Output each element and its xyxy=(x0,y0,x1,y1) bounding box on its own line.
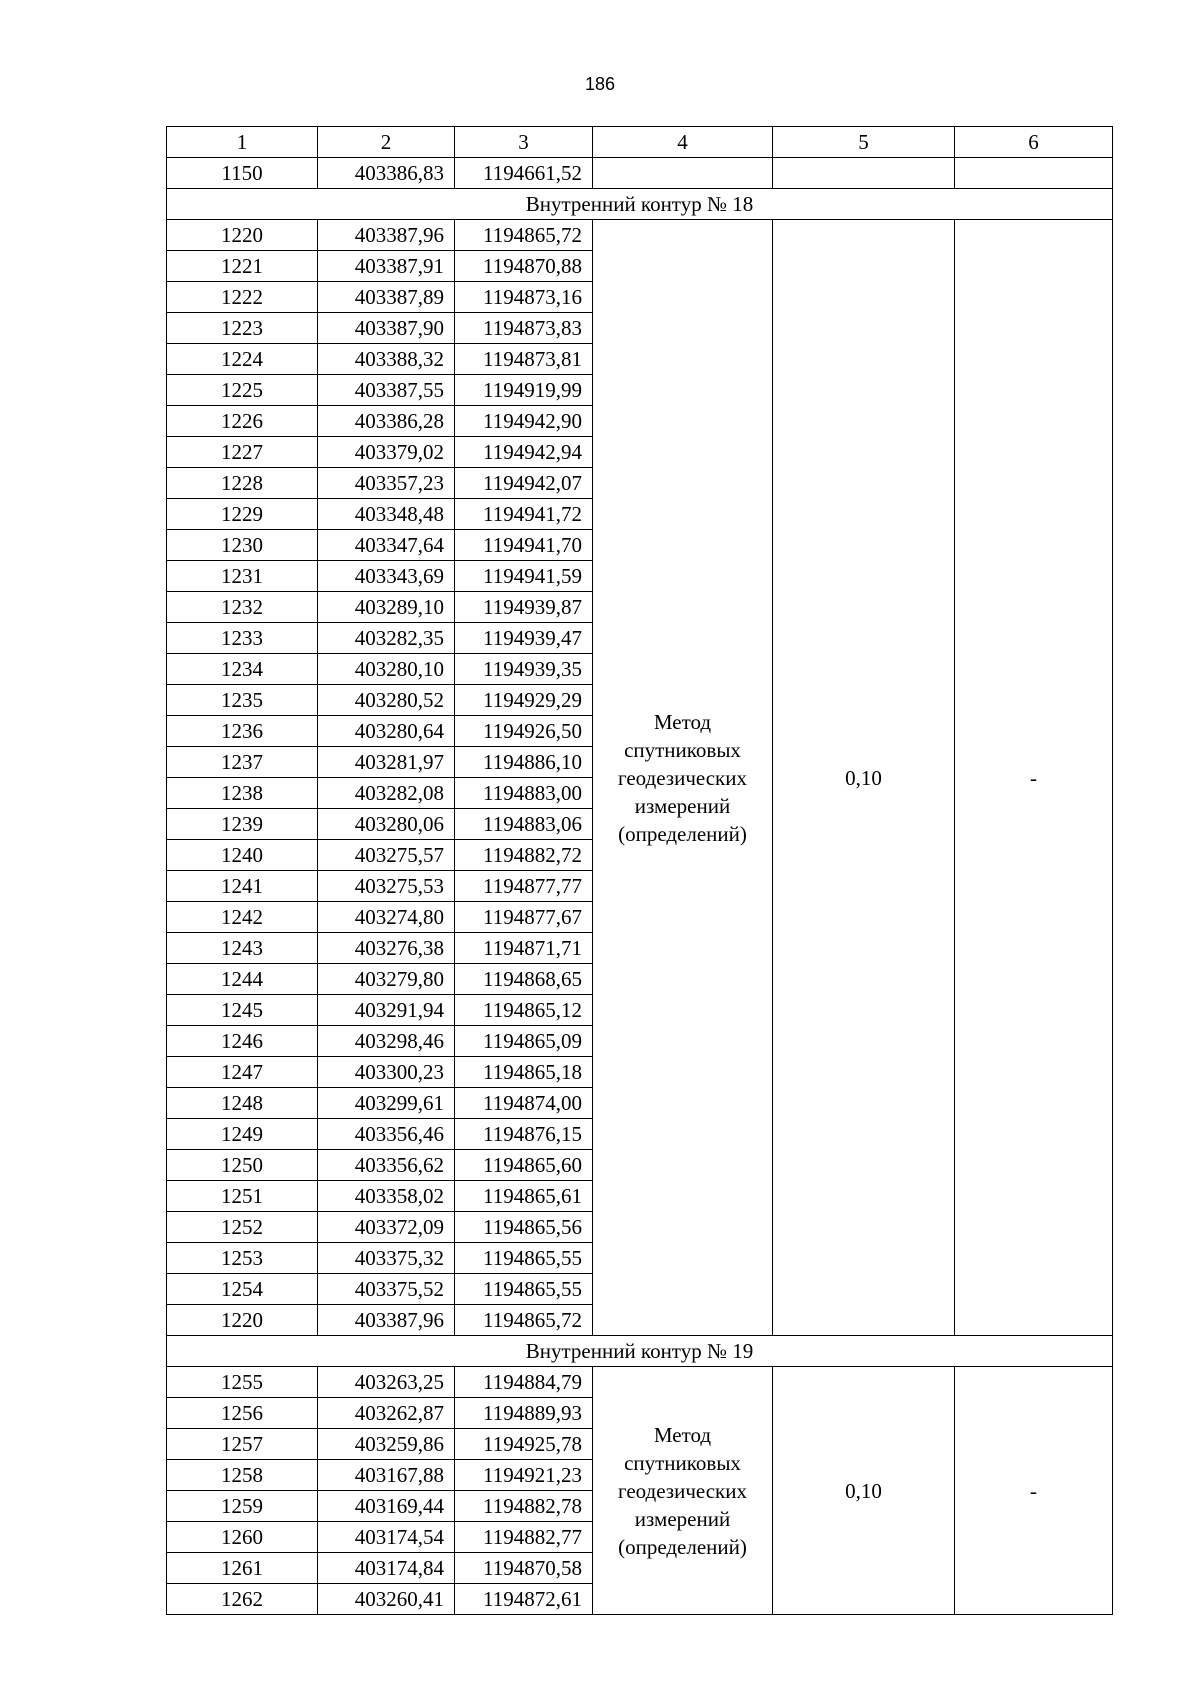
point-number: 1243 xyxy=(167,933,318,964)
coordinate-y: 1194886,10 xyxy=(455,747,593,778)
coordinate-y: 1194939,47 xyxy=(455,623,593,654)
coordinate-x: 403343,69 xyxy=(318,561,455,592)
coordinate-x: 403280,52 xyxy=(318,685,455,716)
point-number: 1220 xyxy=(167,220,318,251)
header-cell-4: 4 xyxy=(593,127,773,158)
coordinate-y: 1194882,77 xyxy=(455,1522,593,1553)
coordinate-y: 1194870,88 xyxy=(455,251,593,282)
point-number: 1231 xyxy=(167,561,318,592)
point-number: 1249 xyxy=(167,1119,318,1150)
coordinate-y: 1194873,83 xyxy=(455,313,593,344)
point-number: 1229 xyxy=(167,499,318,530)
col6-cell: - xyxy=(955,1367,1113,1615)
point-number: 1230 xyxy=(167,530,318,561)
point-number: 1242 xyxy=(167,902,318,933)
coordinate-x: 403386,83 xyxy=(318,158,455,189)
coordinate-x: 403282,08 xyxy=(318,778,455,809)
coordinate-x: 403358,02 xyxy=(318,1181,455,1212)
accuracy-cell xyxy=(773,158,955,189)
point-number: 1250 xyxy=(167,1150,318,1181)
point-number: 1245 xyxy=(167,995,318,1026)
coordinate-y: 1194865,72 xyxy=(455,220,593,251)
coordinate-y: 1194921,23 xyxy=(455,1460,593,1491)
coordinate-y: 1194882,72 xyxy=(455,840,593,871)
point-number: 1223 xyxy=(167,313,318,344)
coordinate-x: 403299,61 xyxy=(318,1088,455,1119)
coordinate-y: 1194865,09 xyxy=(455,1026,593,1057)
coordinate-x: 403348,48 xyxy=(318,499,455,530)
contour-title-row xyxy=(167,1336,1113,1367)
coordinate-x: 403356,62 xyxy=(318,1150,455,1181)
point-number: 1251 xyxy=(167,1181,318,1212)
coordinate-y: 1194865,55 xyxy=(455,1243,593,1274)
coordinate-x: 403347,64 xyxy=(318,530,455,561)
coordinate-x: 403275,53 xyxy=(318,871,455,902)
table-row xyxy=(167,220,1113,251)
coordinate-x: 403387,96 xyxy=(318,220,455,251)
point-number: 1246 xyxy=(167,1026,318,1057)
coordinate-y: 1194919,99 xyxy=(455,375,593,406)
accuracy-cell: 0,10 xyxy=(773,1367,955,1615)
point-number: 1225 xyxy=(167,375,318,406)
coordinate-y: 1194877,77 xyxy=(455,871,593,902)
point-number: 1252 xyxy=(167,1212,318,1243)
coordinate-x: 403387,91 xyxy=(318,251,455,282)
coordinate-y: 1194929,29 xyxy=(455,685,593,716)
coordinate-y: 1194889,93 xyxy=(455,1398,593,1429)
point-number: 1228 xyxy=(167,468,318,499)
point-number: 1260 xyxy=(167,1522,318,1553)
coordinate-x: 403279,80 xyxy=(318,964,455,995)
table-row xyxy=(167,1367,1113,1398)
coordinate-y: 1194883,06 xyxy=(455,809,593,840)
coordinate-x: 403387,90 xyxy=(318,313,455,344)
point-number: 1256 xyxy=(167,1398,318,1429)
header-row xyxy=(167,127,1113,158)
point-number: 1220 xyxy=(167,1305,318,1336)
contour-title: Внутренний контур № 18 xyxy=(167,189,1113,220)
point-number: 1255 xyxy=(167,1367,318,1398)
coordinate-y: 1194873,16 xyxy=(455,282,593,313)
coordinate-y: 1194925,78 xyxy=(455,1429,593,1460)
coordinate-y: 1194939,87 xyxy=(455,592,593,623)
coordinate-x: 403169,44 xyxy=(318,1491,455,1522)
coordinate-y: 1194882,78 xyxy=(455,1491,593,1522)
coordinate-y: 1194942,07 xyxy=(455,468,593,499)
coordinate-y: 1194870,58 xyxy=(455,1553,593,1584)
point-number: 1238 xyxy=(167,778,318,809)
coordinate-y: 1194865,72 xyxy=(455,1305,593,1336)
point-number: 1248 xyxy=(167,1088,318,1119)
coordinate-y: 1194871,71 xyxy=(455,933,593,964)
coordinate-x: 403375,32 xyxy=(318,1243,455,1274)
point-number: 1258 xyxy=(167,1460,318,1491)
coordinate-x: 403280,10 xyxy=(318,654,455,685)
coordinate-x: 403387,89 xyxy=(318,282,455,313)
coordinate-x: 403372,09 xyxy=(318,1212,455,1243)
method-cell xyxy=(593,158,773,189)
header-cell-5: 5 xyxy=(773,127,955,158)
point-number: 1224 xyxy=(167,344,318,375)
coordinate-x: 403387,55 xyxy=(318,375,455,406)
coordinate-x: 403280,06 xyxy=(318,809,455,840)
col6-cell: - xyxy=(955,220,1113,1336)
coordinate-x: 403291,94 xyxy=(318,995,455,1026)
point-number: 1233 xyxy=(167,623,318,654)
coordinate-x: 403167,88 xyxy=(318,1460,455,1491)
header-cell-6: 6 xyxy=(955,127,1113,158)
coordinate-x: 403298,46 xyxy=(318,1026,455,1057)
coordinate-y: 1194865,18 xyxy=(455,1057,593,1088)
coordinate-y: 1194872,61 xyxy=(455,1584,593,1615)
point-number: 1240 xyxy=(167,840,318,871)
coordinate-x: 403274,80 xyxy=(318,902,455,933)
point-number: 1244 xyxy=(167,964,318,995)
coordinate-x: 403259,86 xyxy=(318,1429,455,1460)
point-number: 1261 xyxy=(167,1553,318,1584)
coordinate-y: 1194941,59 xyxy=(455,561,593,592)
point-number: 1222 xyxy=(167,282,318,313)
point-number: 1239 xyxy=(167,809,318,840)
coordinate-y: 1194941,72 xyxy=(455,499,593,530)
coordinate-x: 403386,28 xyxy=(318,406,455,437)
header-cell-1: 1 xyxy=(167,127,318,158)
coordinate-x: 403282,35 xyxy=(318,623,455,654)
coordinate-x: 403280,64 xyxy=(318,716,455,747)
coordinate-x: 403356,46 xyxy=(318,1119,455,1150)
coordinate-y: 1194877,67 xyxy=(455,902,593,933)
coordinate-y: 1194884,79 xyxy=(455,1367,593,1398)
point-number: 1226 xyxy=(167,406,318,437)
point-number: 1234 xyxy=(167,654,318,685)
coordinate-y: 1194883,00 xyxy=(455,778,593,809)
coordinate-y: 1194873,81 xyxy=(455,344,593,375)
coordinate-x: 403375,52 xyxy=(318,1274,455,1305)
coordinate-y: 1194865,56 xyxy=(455,1212,593,1243)
coordinate-y: 1194941,70 xyxy=(455,530,593,561)
point-number: 1235 xyxy=(167,685,318,716)
coordinate-x: 403281,97 xyxy=(318,747,455,778)
coordinate-y: 1194868,65 xyxy=(455,964,593,995)
coordinate-x: 403174,54 xyxy=(318,1522,455,1553)
coordinate-y: 1194865,12 xyxy=(455,995,593,1026)
point-number: 1241 xyxy=(167,871,318,902)
coordinate-x: 403260,41 xyxy=(318,1584,455,1615)
point-number: 1150 xyxy=(167,158,318,189)
method-cell: Метод спутниковых геодезических измерений (определений) xyxy=(593,1367,773,1615)
coordinate-x: 403379,02 xyxy=(318,437,455,468)
coordinate-y: 1194865,60 xyxy=(455,1150,593,1181)
point-number: 1254 xyxy=(167,1274,318,1305)
coordinate-x: 403275,57 xyxy=(318,840,455,871)
point-number: 1232 xyxy=(167,592,318,623)
coordinate-x: 403174,84 xyxy=(318,1553,455,1584)
method-cell: Метод спутниковых геодезических измерений (определений) xyxy=(593,220,773,1336)
header-cell-3: 3 xyxy=(455,127,593,158)
coordinates-table xyxy=(166,126,1113,1615)
point-number: 1237 xyxy=(167,747,318,778)
header-cell-2: 2 xyxy=(318,127,455,158)
coordinate-x: 403357,23 xyxy=(318,468,455,499)
point-number: 1236 xyxy=(167,716,318,747)
coordinate-y: 1194865,55 xyxy=(455,1274,593,1305)
point-number: 1221 xyxy=(167,251,318,282)
coordinate-y: 1194874,00 xyxy=(455,1088,593,1119)
coordinate-y: 1194942,94 xyxy=(455,437,593,468)
point-number: 1259 xyxy=(167,1491,318,1522)
coordinate-x: 403289,10 xyxy=(318,592,455,623)
coordinate-y: 1194865,61 xyxy=(455,1181,593,1212)
page-number: 186 xyxy=(584,74,616,94)
coordinate-x: 403387,96 xyxy=(318,1305,455,1336)
coordinate-y: 1194876,15 xyxy=(455,1119,593,1150)
col6-cell xyxy=(955,158,1113,189)
coordinate-x: 403263,25 xyxy=(318,1367,455,1398)
coordinate-x: 403388,32 xyxy=(318,344,455,375)
contour-title-row xyxy=(167,189,1113,220)
coordinate-y: 1194939,35 xyxy=(455,654,593,685)
coordinate-y: 1194942,90 xyxy=(455,406,593,437)
coordinate-x: 403300,23 xyxy=(318,1057,455,1088)
coordinate-y: 1194926,50 xyxy=(455,716,593,747)
point-number: 1262 xyxy=(167,1584,318,1615)
contour-title: Внутренний контур № 19 xyxy=(167,1336,1113,1367)
point-number: 1257 xyxy=(167,1429,318,1460)
table-body xyxy=(167,127,1113,1615)
coordinate-y: 1194661,52 xyxy=(455,158,593,189)
point-number: 1247 xyxy=(167,1057,318,1088)
point-number: 1227 xyxy=(167,437,318,468)
coordinate-x: 403262,87 xyxy=(318,1398,455,1429)
coordinate-x: 403276,38 xyxy=(318,933,455,964)
accuracy-cell: 0,10 xyxy=(773,220,955,1336)
table-row xyxy=(167,158,1113,189)
point-number: 1253 xyxy=(167,1243,318,1274)
